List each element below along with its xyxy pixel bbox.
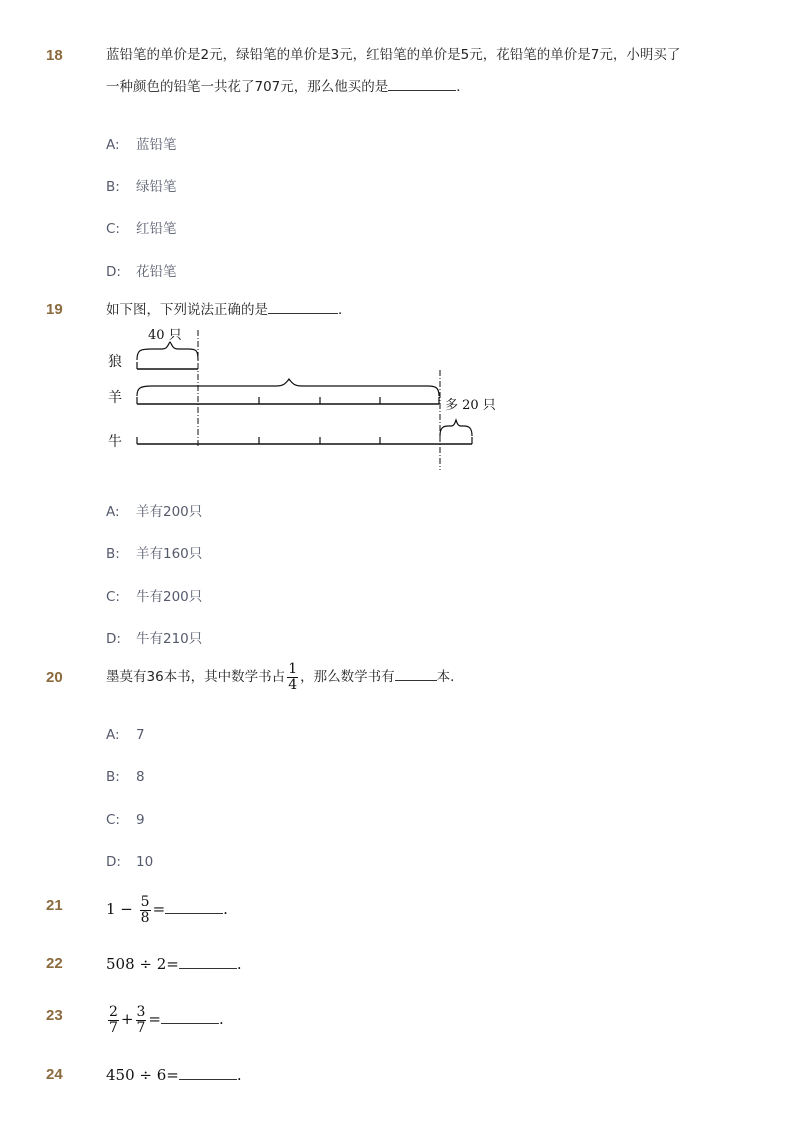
question-text-start: 墨莫有36本书，其中数学书占 <box>106 669 286 685</box>
equals-sign: = <box>152 900 166 918</box>
answer-blank[interactable] <box>179 967 237 969</box>
question-text: 一种颜色的铅笔一共花了707元，那么他买的是 <box>106 79 389 95</box>
option-d[interactable] <box>106 260 177 280</box>
question-text-end: 本． <box>436 669 464 685</box>
wolf-annotation: 40 只 <box>148 328 182 343</box>
option-letter: D: <box>106 854 121 870</box>
answer-blank[interactable] <box>179 1078 237 1080</box>
option-letter: C: <box>106 812 120 828</box>
option-a[interactable] <box>106 727 145 743</box>
fraction-denominator: 7 <box>109 1019 118 1036</box>
fraction-1 <box>108 1005 119 1036</box>
wolf-brace <box>137 342 198 360</box>
question-number: 22 <box>46 955 63 972</box>
wolf-label: 狼 <box>108 354 122 370</box>
fraction-numerator: 1 <box>288 660 298 677</box>
question-number: 20 <box>46 669 63 686</box>
option-text: 7 <box>136 727 145 743</box>
math-tail: . <box>236 1066 242 1084</box>
fraction-denominator: 4 <box>288 676 298 693</box>
math-tail: . <box>223 900 228 918</box>
question-text-line1: 蓝铅笔的单价是2元，绿铅笔的单价是3元，红铅笔的单价是5元，花铅笔的单价是7元，小明买了 <box>106 47 681 63</box>
option-letter: A: <box>106 504 120 520</box>
option-text: 蓝铅笔 <box>136 137 177 153</box>
question-text-end: ． <box>456 79 470 95</box>
option-letter: D: <box>106 264 121 280</box>
math-expr: 508 ÷ 2= <box>106 955 179 973</box>
option-text: 绿铅笔 <box>136 179 177 195</box>
option-text: 花铅笔 <box>136 264 177 280</box>
question-text <box>106 304 352 318</box>
answer-blank[interactable] <box>388 89 456 91</box>
plus-sign: + <box>120 1010 134 1028</box>
option-text: 8 <box>136 769 145 785</box>
option-letter: A: <box>106 727 120 743</box>
option-text: 红铅笔 <box>136 221 177 237</box>
equals-sign: = <box>148 1010 161 1028</box>
question-text <box>106 660 464 694</box>
option-letter: A: <box>106 137 120 153</box>
option-b[interactable] <box>106 542 202 562</box>
answer-blank[interactable] <box>395 679 437 681</box>
option-text: 牛有200只 <box>136 589 203 605</box>
sheep-brace <box>137 379 439 396</box>
option-b[interactable] <box>106 769 145 785</box>
fraction <box>287 662 298 693</box>
option-text: 10 <box>136 854 154 870</box>
option-d[interactable] <box>106 627 202 647</box>
question-number: 24 <box>46 1066 63 1083</box>
option-letter: C: <box>106 221 120 237</box>
question-text-end: ． <box>338 302 352 318</box>
fraction-numerator: 5 <box>140 893 150 910</box>
answer-blank[interactable] <box>268 312 338 314</box>
sheep-label: 羊 <box>108 390 122 406</box>
option-letter: B: <box>106 769 120 785</box>
math-expression <box>106 955 242 973</box>
math-lead: 1 − <box>106 900 133 918</box>
option-text: 羊有160只 <box>136 546 203 562</box>
fraction-2 <box>136 1005 147 1036</box>
question-number: 18 <box>46 47 63 64</box>
option-letter: C: <box>106 589 120 605</box>
option-text: 牛有210只 <box>136 631 203 647</box>
option-letter: B: <box>106 179 120 195</box>
option-letter: B: <box>106 546 120 562</box>
answer-blank[interactable] <box>165 912 223 914</box>
math-expr: 450 ÷ 6= <box>106 1066 179 1084</box>
option-a[interactable] <box>106 133 177 153</box>
option-a[interactable] <box>106 500 202 520</box>
option-text: 9 <box>136 812 145 828</box>
option-c[interactable] <box>106 812 145 828</box>
option-text: 羊有200只 <box>136 504 203 520</box>
fraction-numerator: 3 <box>136 1003 146 1020</box>
option-b[interactable] <box>106 175 177 195</box>
question-text-line2 <box>106 81 470 95</box>
option-d[interactable] <box>106 854 153 870</box>
question-number: 23 <box>46 1007 63 1024</box>
line-segment-diagram <box>100 322 510 482</box>
math-tail: . <box>219 1010 224 1028</box>
math-expression <box>106 892 228 926</box>
fraction-denominator: 8 <box>140 909 150 926</box>
option-c[interactable] <box>106 217 177 237</box>
math-expression <box>106 1002 224 1036</box>
extra-annotation: 多 20 只 <box>445 398 496 413</box>
question-text-mid: ，那么数学书有 <box>300 669 395 685</box>
extra-brace <box>440 420 472 436</box>
question-text-start: 如下图，下列说法正确的是 <box>106 302 268 318</box>
cow-label: 牛 <box>108 434 122 450</box>
fraction <box>140 895 151 926</box>
question-number: 21 <box>46 897 63 914</box>
math-tail: . <box>236 955 242 973</box>
fraction-denominator: 7 <box>136 1019 146 1036</box>
question-number: 19 <box>46 301 63 318</box>
fraction-numerator: 2 <box>109 1003 118 1020</box>
math-expression <box>106 1066 242 1084</box>
option-c[interactable] <box>106 585 202 605</box>
answer-blank[interactable] <box>161 1022 219 1024</box>
option-letter: D: <box>106 631 121 647</box>
